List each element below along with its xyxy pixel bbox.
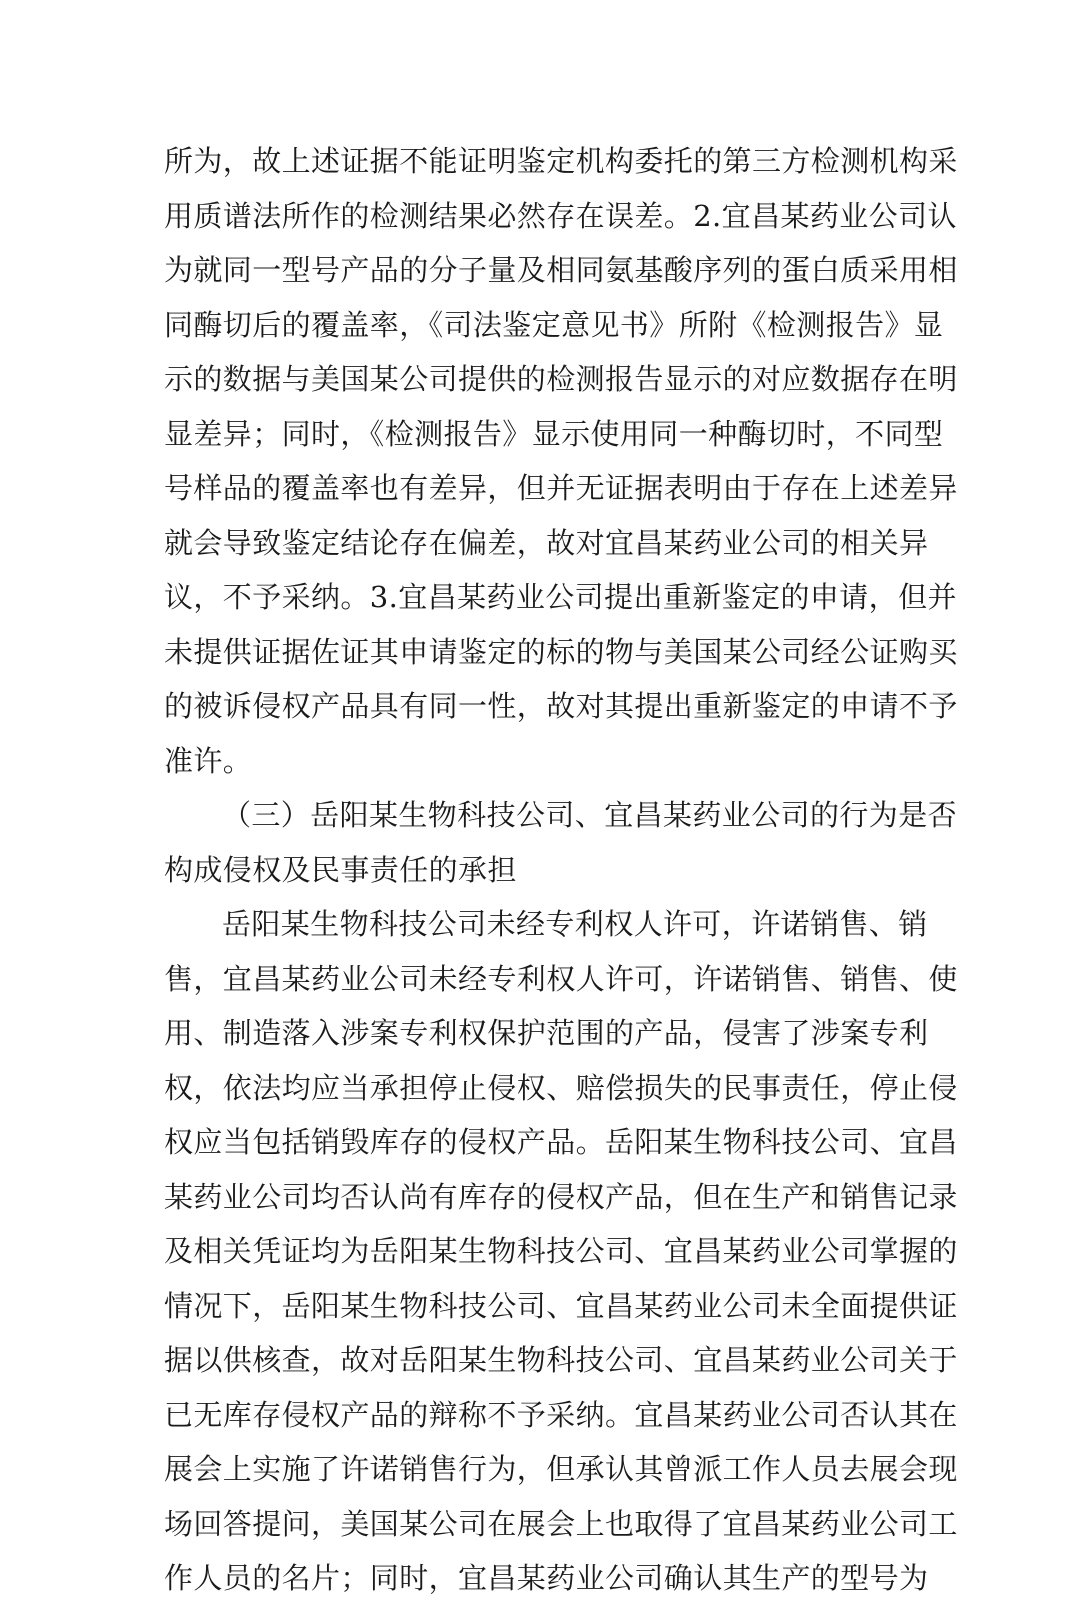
text-line: 展会上实施了许诺销售行为，但承认其曾派工作人员去展会现 — [164, 1452, 958, 1486]
text-line: 场回答提问，美国某公司在展会上也取得了宜昌某药业公司工 — [164, 1506, 958, 1541]
text-line: 情况下，岳阳某生物科技公司、宜昌某药业公司未全面提供证 — [164, 1288, 958, 1323]
text-line: 作人员的名片；同时，宜昌某药业公司确认其生产的型号为 — [164, 1561, 929, 1595]
text-line: 同酶切后的覆盖率，《司法鉴定意见书》所附《检测报告》显 — [164, 307, 944, 342]
text-line: 某药业公司均否认尚有库存的侵权产品，但在生产和销售记录 — [164, 1179, 958, 1214]
text-line: 号样品的覆盖率也有差异，但并无证据表明由于存在上述差异 — [164, 471, 958, 505]
heading-line: 构成侵权及民事责任的承担 — [164, 852, 517, 887]
paragraph-1 — [164, 134, 958, 788]
heading-line: （三）岳阳某生物科技公司、宜昌某药业公司的行为是否 — [222, 798, 958, 832]
text-line: 准许。 — [164, 743, 253, 778]
text-line: 议，不予采纳。3.宜昌某药业公司提出重新鉴定的申请，但并 — [164, 580, 957, 614]
text-line: 据以供核查，故对岳阳某生物科技公司、宜昌某药业公司关于 — [164, 1343, 958, 1377]
text-line: 的被诉侵权产品具有同一性，故对其提出重新鉴定的申请不予 — [164, 689, 958, 723]
text-line: 未提供证据佐证其申请鉴定的标的物与美国某公司经公证购买 — [164, 634, 958, 669]
text-line: 及相关凭证均为岳阳某生物科技公司、宜昌某药业公司掌握的 — [164, 1234, 958, 1268]
section-heading — [164, 788, 958, 897]
text-line: 用、制造落入涉案专利权保护范围的产品，侵害了涉案专利 — [164, 1016, 929, 1050]
paragraph-3 — [164, 897, 958, 1606]
document-page — [164, 134, 958, 1606]
text-line: 权应当包括销毁库存的侵权产品。岳阳某生物科技公司、宜昌 — [164, 1125, 958, 1159]
text-line: 岳阳某生物科技公司未经专利权人许可，许诺销售、销 — [222, 907, 928, 941]
text-line: 售，宜昌某药业公司未经专利权人许可，许诺销售、销售、使 — [164, 961, 958, 996]
text-line: 显差异；同时，《检测报告》显示使用同一种酶切时，不同型 — [164, 416, 944, 451]
text-line: 已无库存侵权产品的辩称不予采纳。宜昌某药业公司否认其在 — [164, 1397, 958, 1432]
text-line: 所为，故上述证据不能证明鉴定机构委托的第三方检测机构采 — [164, 144, 958, 178]
text-line: 示的数据与美国某公司提供的检测报告显示的对应数据存在明 — [164, 362, 958, 396]
text-line: 权，依法均应当承担停止侵权、赔偿损失的民事责任，停止侵 — [164, 1070, 958, 1105]
text-line: 用质谱法所作的检测结果必然存在误差。2.宜昌某药业公司认 — [164, 198, 957, 233]
text-line: 就会导致鉴定结论存在偏差，故对宜昌某药业公司的相关异 — [164, 525, 929, 560]
text-line: 为就同一型号产品的分子量及相同氨基酸序列的蛋白质采用相 — [164, 253, 958, 287]
